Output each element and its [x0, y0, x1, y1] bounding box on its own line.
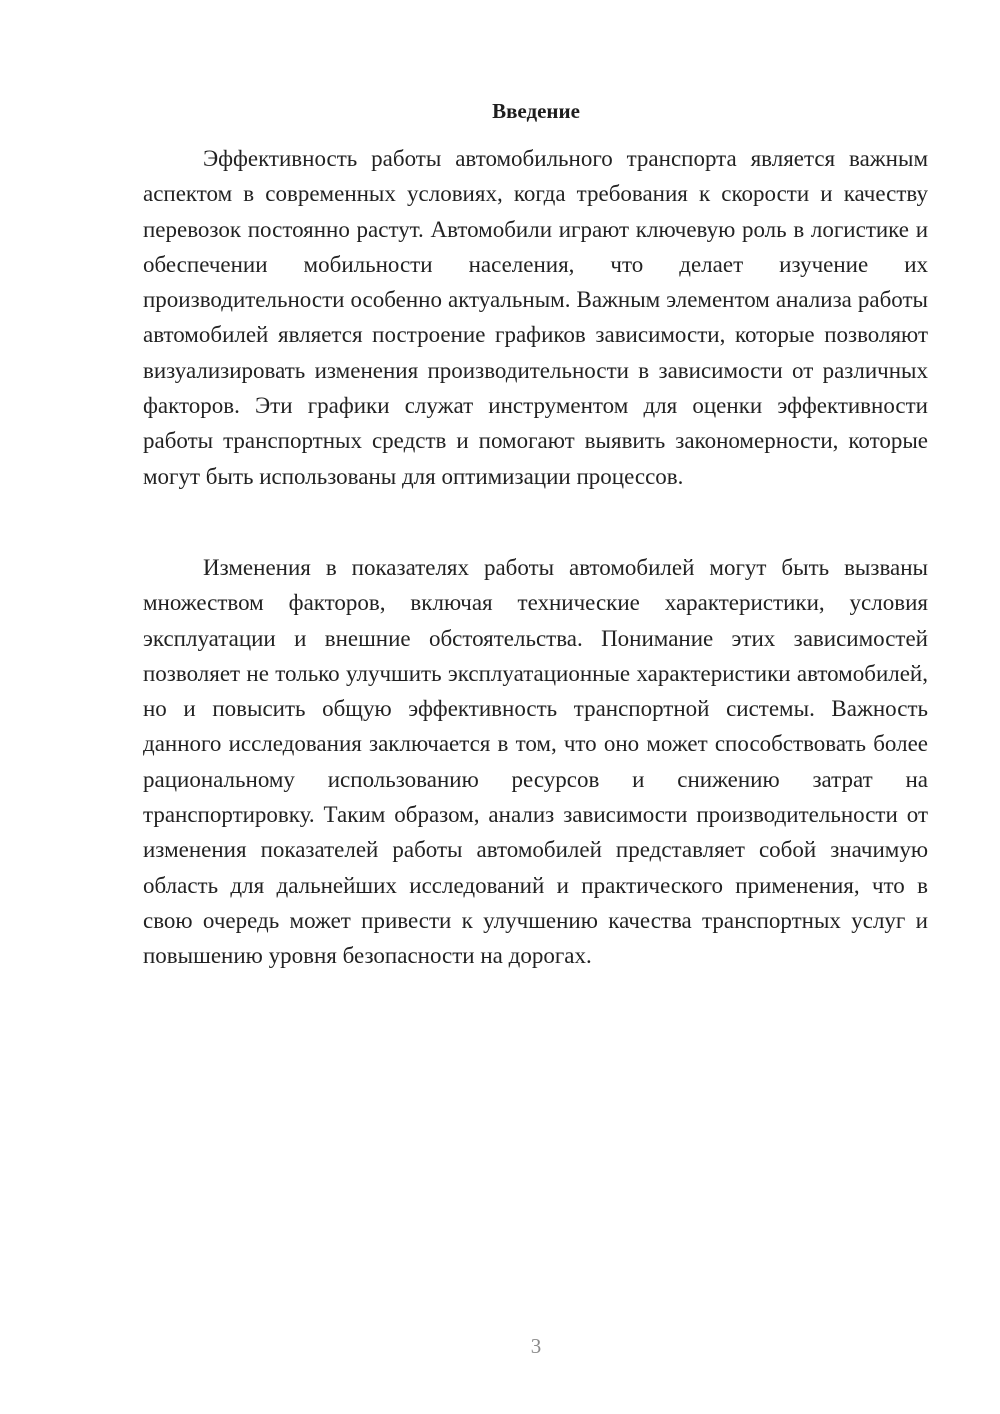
section-heading: Введение — [492, 99, 580, 123]
paragraph-1: Эффективность работы автомобильного транспорта является важным аспектом в современных условиях, когда требования к скорости и качеству перевозок постоянно растут. Автомобили играют ключевую роль в логистике и обеспечении мобильности населения, что делает изучение их производительности особенно актуальным. Важным элементом анализа работы автомобилей является построение графиков зависимости, которые позволяют визуализировать изменения производительности в зависимости от различных факторов. Эти графики служат инструментом для оценки эффективности работы транспортных средств и помогают выявить закономерности, которые могут быть использованы для оптимизации процессов. — [143, 146, 928, 489]
paragraph-2: Изменения в показателях работы автомобилей могут быть вызваны множеством факторов, включая технические характеристики, условия эксплуатации и внешние обстоятельства. Понимание этих зависимостей позволяет не только улучшить эксплуатационные характеристики автомобилей, но и повысить общую эффективность транспортной системы. Важность данного исследования заключается в том, что оно может способствовать более рациональному использованию ресурсов и снижению затрат на транспортировку. Таким образом, анализ зависимости производительности от изменения показателей работы автомобилей представляет собой значимую область для дальнейших исследований и практического применения, что в свою очередь может привести к улучшению качества транспортных услуг и повышению уровня безопасности на дорогах. — [143, 555, 928, 969]
page-number: 3 — [530, 1334, 542, 1358]
